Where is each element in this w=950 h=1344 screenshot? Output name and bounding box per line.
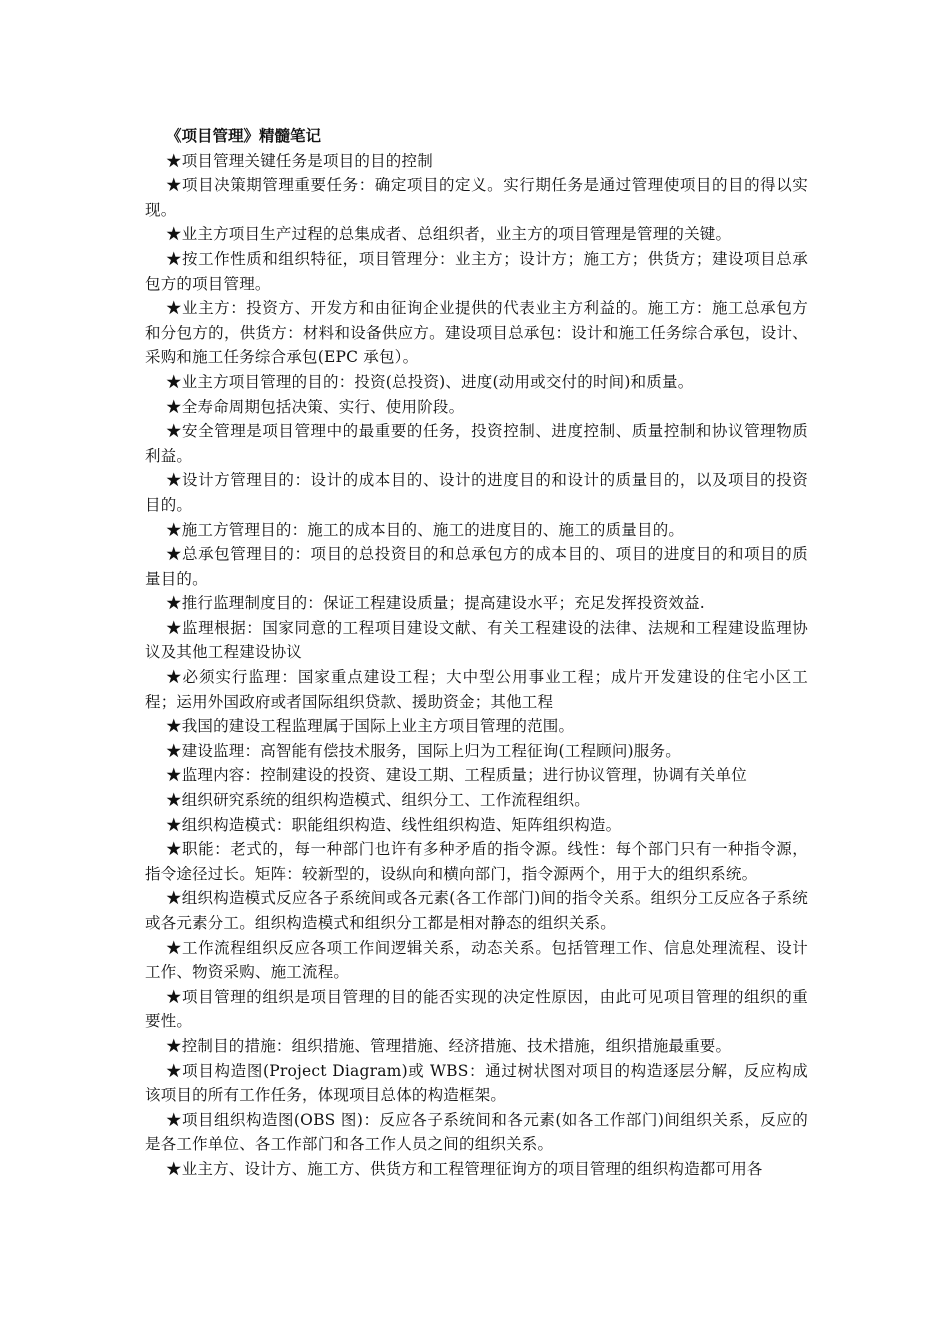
note-paragraph: ★项目组织构造图(OBS 图)：反应各子系统间和各元素(如各工作部门)间组织关系，反应的是各工作单位、各工作部门和各工作人员之间的组织关系。: [145, 1110, 808, 1154]
note-paragraph: ★业主方：投资方、开发方和由征询企业提供的代表业主方利益的。施工方：施工总承包方和分包方的，供货方：材料和设备供应方。建设项目总承包：设计和施工任务综合承包，设计、采购和施工任务综合承包(EPC 承包）。: [145, 299, 808, 367]
note-paragraph: ★推行监理制度目的：保证工程建设质量；提高建设水平；充足发挥投资效益.: [166, 594, 705, 613]
note-paragraph: ★工作流程组织反应各项工作间逻辑关系，动态关系。包括管理工作、信息处理流程、设计工作、物资采购、施工流程。: [145, 938, 808, 982]
note-paragraph: ★组织构造模式：职能组织构造、线性组织构造、矩阵组织构造。: [166, 815, 622, 834]
note-paragraph: ★施工方管理目的：施工的成本目的、施工的进度目的、施工的质量目的。: [166, 520, 685, 539]
note-paragraph: ★监理根据：国家同意的工程项目建设文献、有关工程建设的法律、法规和工程建设监理协议及其他工程建设协议: [145, 618, 808, 662]
note-paragraph: ★全寿命周期包括决策、实行、使用阶段。: [166, 397, 465, 416]
note-paragraph: ★安全管理是项目管理中的最重要的任务，投资控制、进度控制、质量控制和协议管理物质利益。: [145, 422, 808, 465]
note-paragraph: ★按工作性质和组织特征，项目管理分：业主方；设计方；施工方；供货方；建设项目总承包方的项目管理。: [145, 249, 808, 293]
note-paragraph: ★组织构造模式反应各子系统间或各元素(各工作部门)间的指令关系。组织分工反应各子系统或各元素分工。组织构造模式和组织分工都是相对静态的组织关系。: [145, 889, 808, 932]
document-page: [145, 124, 808, 1182]
note-paragraph: ★项目构造图(Project Diagram)或 WBS：通过树状图对项目的构造逐层分解，反应构成该项目的所有工作任务，体现项目总体的构造框架。: [145, 1061, 808, 1105]
note-paragraph: ★职能：老式的，每一种部门也许有多种矛盾的指令源。线性：每个部门只有一种指令源，指令途径过长。矩阵：较新型的，设纵向和横向部门，指令源两个，用于大的组织系统。: [145, 840, 808, 883]
note-paragraph: ★监理内容：控制建设的投资、建设工期、工程质量；进行协议管理，协调有关单位: [166, 766, 747, 785]
note-paragraph: ★组织研究系统的组织构造模式、组织分工、工作流程组织。: [166, 791, 590, 810]
note-paragraph: ★建设监理：高智能有偿技术服务，国际上归为工程征询(工程顾问)服务。: [166, 741, 681, 760]
note-paragraph: ★业主方项目生产过程的总集成者、总组织者，业主方的项目管理是管理的关键。: [166, 225, 732, 244]
note-paragraph: ★总承包管理目的：项目的总投资目的和总承包方的成本目的、项目的进度目的和项目的质量目的。: [145, 545, 808, 588]
note-paragraph: ★业主方项目管理的目的：投资(总投资)、进度(动用或交付的时间)和质量。: [166, 372, 694, 391]
note-paragraph: ★控制目的措施：组织措施、管理措施、经济措施、技术措施，组织措施最重要。: [166, 1036, 732, 1055]
note-paragraph: ★必须实行监理：国家重点建设工程；大中型公用事业工程；成片开发建设的住宅小区工程；运用外国政府或者国际组织贷款、援助资金；其他工程: [145, 668, 808, 711]
note-paragraph: ★设计方管理目的：设计的成本目的、设计的进度目的和设计的质量目的，以及项目的投资目的。: [145, 471, 808, 514]
note-paragraph: ★项目管理关键任务是项目的目的控制: [166, 151, 433, 170]
note-paragraph: ★业主方、设计方、施工方、供货方和工程管理征询方的项目管理的组织构造都可用各: [166, 1159, 763, 1178]
document-title: 《项目管理》精髓笔记: [166, 126, 322, 145]
note-paragraph: ★项目管理的组织是项目管理的目的能否实现的决定性原因，由此可见项目管理的组织的重要性。: [145, 987, 808, 1031]
note-paragraph: ★我国的建设工程监理属于国际上业主方项目管理的范围。: [166, 717, 575, 736]
note-paragraph: ★项目决策期管理重要任务：确定项目的定义。实行期任务是通过管理使项目的目的得以实现。: [145, 176, 808, 219]
